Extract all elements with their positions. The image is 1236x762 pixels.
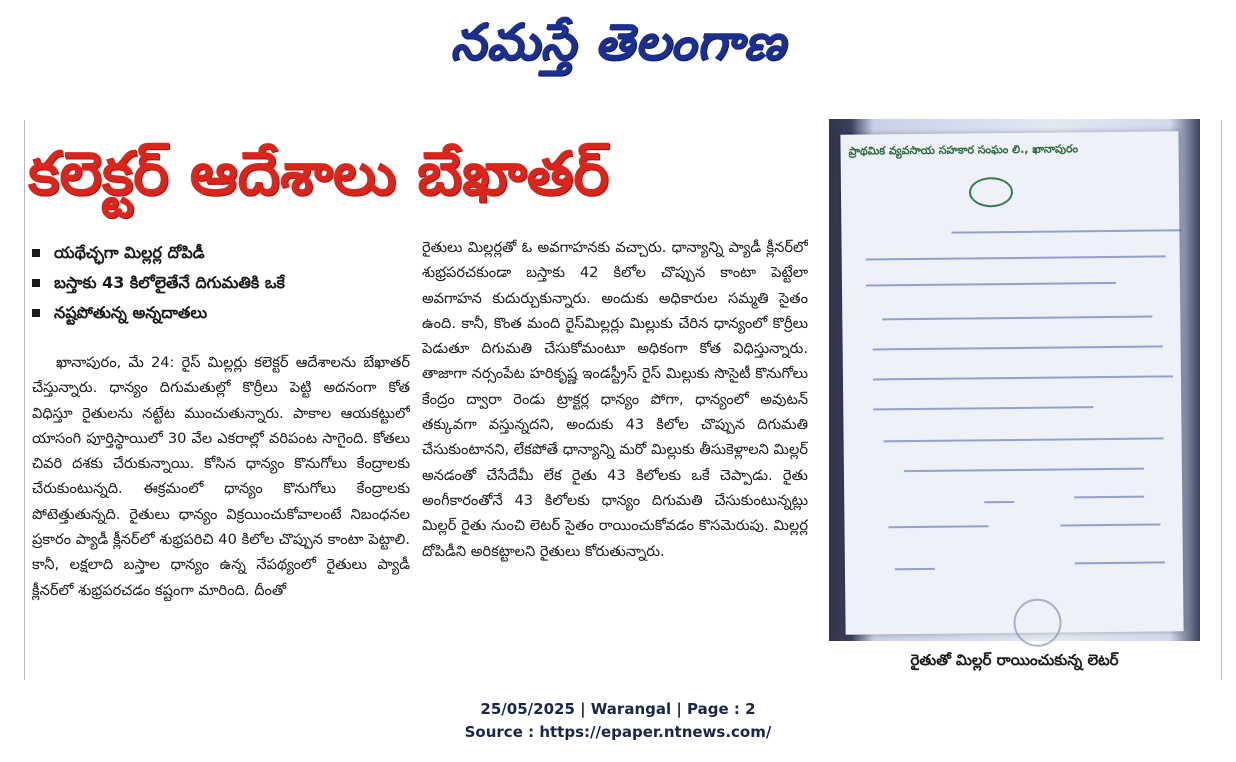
summary-bullet xyxy=(30,238,415,268)
footer-source: Source : https://epaper.ntnews.com/ xyxy=(464,723,772,741)
signature-line xyxy=(888,525,988,528)
square-bullet-icon xyxy=(32,309,40,317)
square-bullet-icon xyxy=(32,279,40,287)
handwriting-line xyxy=(951,229,1181,233)
handwriting-line xyxy=(884,437,1164,442)
letter-photo xyxy=(829,119,1200,641)
summary-bullet xyxy=(30,268,415,298)
handwriting-line xyxy=(873,406,1093,410)
signature-line xyxy=(1060,523,1160,526)
letterhead-text: ప్రాథమిక వ్యవసాయ సహకార సంఘం లి., ఖానాపురం xyxy=(848,142,1079,158)
article-column-left xyxy=(32,350,410,680)
article-body-left: ఖానాపురం, మే 24: రైస్ మిల్లర్లు కలెక్టర్ ఆదేశాలను బేఖాతర్ చేస్తున్నారు. ధాన్యం దిగుమతుల్లో కొర్రీలు పెట్టి అదనంగా కోత విధిస్తూ రైతులను నట్టేట ముంచుతున్నారు. పాకాల ఆయకట్టులో యాసంగి పూర్తిస్థాయిలో 30 వేల ఎకరాల్లో వరిపంట సాగైంది. కోతలు చివరి దశకు చేరుకున్నాయి. కోసిన ధాన్యం కొనుగోలు కేంద్రాలకు చేరుకుంటున్నది. ఈక్రమంలో ధాన్యం కొనుగోలు కేంద్రాలకు పోటెత్తుతున్నది. రైతులు ధాన్యం విక్రయించుకోవాలంటే నిబంధనల ప్రకారం ప్యాడీ క్లీనర్‌లో శుభ్రపరిచి 40 కిలోల చొప్పున కాంటా పెట్టాలి. కానీ, లక్షలాది బస్తాల ధాన్యం ఉన్న నేపథ్యంలో రైతులు ప్యాడీ క్లీనర్‌లో శుభ్రపరచడం కష్టంగా మారింది. దీంతో xyxy=(32,354,410,599)
column-divider-left xyxy=(24,120,25,680)
summary-bullet-text: యథేచ్ఛగా మిల్లర్ల దోపిడీ xyxy=(54,243,205,262)
handwriting-line xyxy=(904,468,1144,473)
handwriting-line xyxy=(873,345,1163,350)
article-body-middle: రైతులు మిల్లర్లతో ఓ అవగాహనకు వచ్చారు. ధాన్యాన్ని ప్యాడీ క్లీనర్‌లో శుభ్రపరచకుండా బస్తాకు 42 కిలోల చొప్పున కాంటా పెట్టేలా అవగాహన కుదుర్చుకున్నారు. అందుకు అధికారుల సమ్మతి సైతం ఉంది. కానీ, కొంత మంది రైస్‌మిల్లర్లు మిల్లుకు చేరిన ధాన్యంలో కొర్రీలు పెడుతూ దిగుమతి చేసుకోమంటూ అధికంగా కోత విధిస్తున్నారు. తాజాగా నర్సంపేట హరికృష్ణ ఇండస్ట్రీస్ రైస్ మిల్లుకు సొసైటీ కొనుగోలు కేంద్రం ద్వారా రెండు ట్రాక్టర్ల ధాన్యం పోగా, ధాన్యంలో అవుటన్ తక్కువగా వస్తున్నదని, అందుకు 43 కిలోల చొప్పున దిగుమతి చేసుకుంటానని, లేకపోతే ధాన్యాన్ని మరో మిల్లుకు తీసుకెళ్లాలని మిల్లర్ అనడంతో చేసేదేమీ లేక రైతు 43 కిలోలకు ఒకే చెప్పాడు. రైతు అంగీకారంతోనే 43 కిలోలకు ధాన్యం దిగుమతి చేసుకుంటున్నట్లు మిల్లర్ రైతు నుంచి లెటర్ సైతం రాయించుకోవడం కొసమెరుపు. మిల్లర్ల దోపిడీని అరికట్టాలని రైతులు కోరుతున్నారు. xyxy=(422,239,808,560)
photo-caption: రైతుతో మిల్లర్ రాయించుకున్న లెటర్ xyxy=(910,651,1119,669)
summary-bullet-text: నష్టపోతున్న అన్నదాతలు xyxy=(54,303,208,322)
handwriting-line xyxy=(984,501,1014,503)
handwriting-line xyxy=(873,375,1173,380)
masthead xyxy=(0,6,1236,78)
society-logo-icon xyxy=(969,177,1013,207)
summary-bullet-text: బస్తాకు 43 కిలోలైతేనే దిగుమతికి ఒకే xyxy=(54,273,285,292)
footer-date-edition: 25/05/2025 | Warangal | Page : 2 xyxy=(480,700,756,718)
handwriting-line xyxy=(895,568,935,570)
handwriting-line xyxy=(882,316,1152,321)
column-divider-right xyxy=(1221,120,1222,680)
society-stamp-icon xyxy=(1013,598,1062,647)
handwritten-letter xyxy=(840,131,1183,635)
summary-bullet xyxy=(30,298,415,328)
handwriting-line xyxy=(1075,561,1165,564)
article-column-middle xyxy=(422,235,808,681)
article-headline: కలెక్టర్ ఆదేశాలు బేఖాతర్ xyxy=(28,139,609,209)
summary-bullets xyxy=(30,238,415,328)
handwriting-line xyxy=(1074,496,1144,499)
handwriting-line xyxy=(866,255,1166,260)
newspaper-title: నమస్తే తెలంగాణ xyxy=(450,13,786,71)
square-bullet-icon xyxy=(32,249,40,257)
handwriting-line xyxy=(866,282,1116,287)
